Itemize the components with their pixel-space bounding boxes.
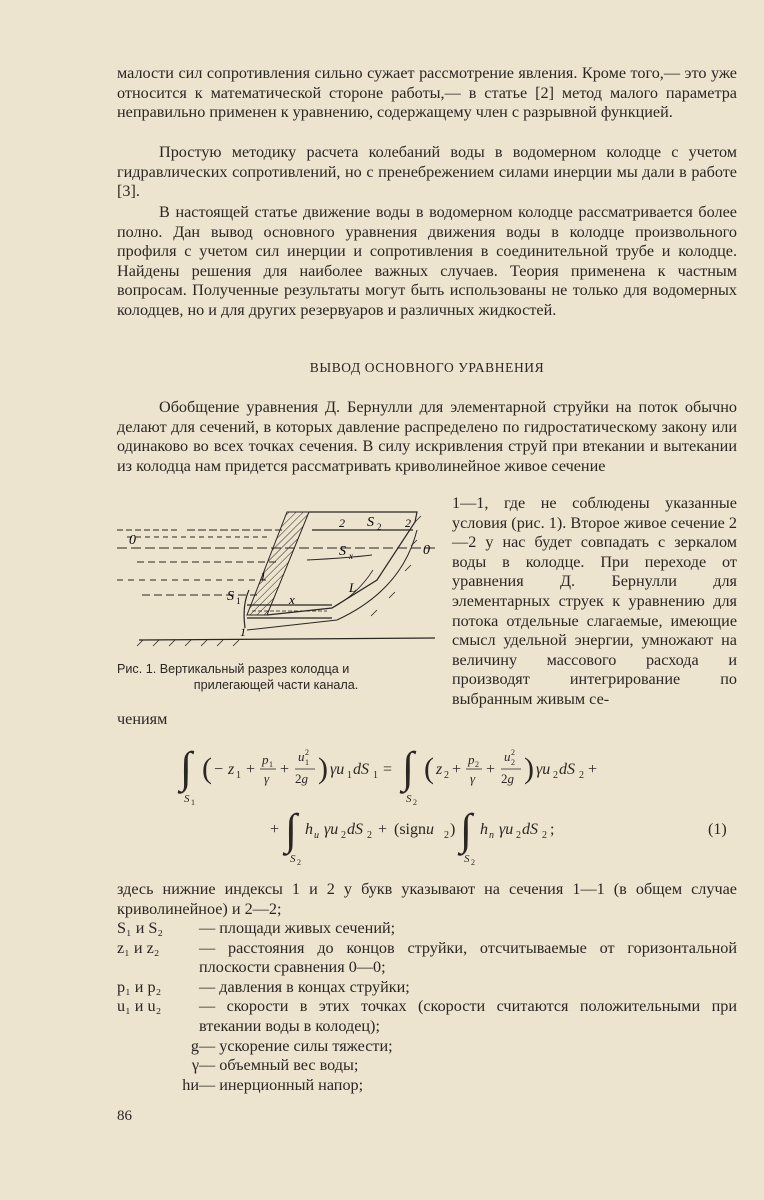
label-sx-sub: x	[349, 551, 353, 561]
svg-text:∫: ∫	[180, 743, 193, 792]
definition-row	[117, 1076, 737, 1096]
svg-text:∫: ∫	[460, 805, 473, 854]
svg-text:(: (	[424, 752, 434, 785]
paragraph-4: Обобщение уравнения Д. Бернулли для элементарной струйки на поток обычно делают для сечений, в которых давление распределено по гидростатическому закону или одинаково во всех точках сечения. В силу искривления струй при втекании и вытекании из колодца нам придется рассматривать криволинейное живое сечение	[117, 398, 737, 475]
svg-text:u: u	[504, 749, 511, 764]
svg-text:и: и	[314, 830, 319, 841]
svg-text:z: z	[436, 761, 443, 778]
svg-text:2: 2	[444, 830, 449, 841]
equation-number: (1)	[708, 821, 727, 838]
label-s2-sub: 2	[377, 522, 382, 532]
definitions-list	[117, 919, 737, 1095]
definition-desc: — скорости в этих точках (скорости считаются положительными при втекании воды в колодец);	[199, 997, 737, 1035]
svg-text:dS: dS	[347, 821, 363, 838]
definition-term: p₁ и p₂	[117, 977, 162, 996]
svg-text:z: z	[228, 761, 235, 778]
definition-desc: — давления в концах струйки;	[199, 977, 410, 996]
svg-text:+: +	[378, 821, 388, 838]
paragraph-1: малости сил сопротивления сильно сужает рассмотрение явления. Кроме того,— это уже относится к математической стороне работы,— в статье [2] метод малого параметра неправильно применен к уравнению, содержащему член с разрывной функцией.	[117, 64, 737, 122]
label-l: L	[349, 580, 357, 595]
svg-text:2: 2	[553, 770, 558, 781]
svg-text:S: S	[464, 853, 470, 865]
svg-text:+: +	[246, 761, 256, 778]
svg-text:h: h	[480, 821, 488, 838]
svg-text:=: =	[383, 761, 393, 778]
definition-row	[117, 978, 737, 998]
svg-text:): )	[450, 821, 456, 838]
ground-line	[139, 638, 435, 640]
svg-text:(: (	[202, 752, 212, 785]
definition-row	[117, 939, 737, 978]
svg-text:+: +	[452, 761, 462, 778]
svg-text:S: S	[184, 793, 190, 805]
svg-text:∫: ∫	[285, 805, 298, 854]
definition-term: u₁ и u₂	[117, 997, 162, 1016]
definition-row	[117, 919, 737, 939]
svg-text:п: п	[489, 830, 494, 841]
svg-text:1: 1	[236, 770, 241, 781]
svg-text:(signu: (signu	[394, 821, 434, 838]
svg-text:+: +	[280, 761, 290, 778]
svg-text:2: 2	[516, 830, 521, 841]
definition-row	[117, 1056, 737, 1076]
svg-text:2: 2	[444, 770, 449, 781]
svg-text:+: +	[588, 761, 598, 778]
svg-text:+: +	[486, 761, 496, 778]
svg-text:2: 2	[511, 748, 515, 757]
svg-text:2: 2	[542, 830, 547, 841]
paragraph-4-tail: чениям	[117, 710, 168, 728]
svg-text:2: 2	[475, 760, 479, 769]
svg-text:1: 1	[347, 770, 352, 781]
definition-desc: — инерционный напор;	[199, 1075, 364, 1094]
definition-term: S₁ и S₂	[117, 919, 164, 937]
label-two-right: 2	[405, 516, 411, 530]
svg-text:2: 2	[471, 858, 475, 867]
paragraph-2: Простую методику расчета колебаний воды в водомерном колодце с учетом гидравлических сопротивлений, но с пренебрежением силами инерции мы дали в работе [3].	[117, 143, 737, 201]
svg-text:γ: γ	[264, 771, 270, 786]
page-number: 86	[117, 1108, 132, 1124]
definition-desc: — площади живых сечений;	[199, 919, 396, 937]
svg-text:−: −	[214, 761, 224, 778]
svg-text:dS: dS	[559, 761, 575, 778]
label-zero-left: 0	[129, 533, 136, 548]
well-wall	[247, 512, 309, 615]
svg-text:1: 1	[269, 760, 273, 769]
label-sx: S	[339, 544, 346, 559]
svg-text:γ: γ	[470, 771, 476, 786]
svg-text:2: 2	[297, 858, 301, 867]
label-s2: S	[367, 515, 374, 530]
svg-text:γu: γu	[324, 821, 339, 838]
label-two-left: 2	[339, 516, 345, 530]
definition-term: z₁ и z₂	[117, 938, 160, 957]
section-1-1	[244, 590, 249, 628]
definition-row	[117, 1037, 737, 1057]
svg-text:): )	[318, 752, 328, 785]
svg-text:dS: dS	[522, 821, 538, 838]
paragraph-4-side: 1—1, где не соблюдены указанные условия (рис. 1). Второе живое сечение 2—2 у нас будет совпадать с зеркалом воды в колодце. При переходе от уравнения Д. Бернулли для элементарных струек к уравнению для потока отдельные слагаемые, имеющие смысл удельной энергии, умножают на величину массового расхода и производят интегрирование по выбранным живым се-	[452, 494, 737, 708]
svg-text:1: 1	[305, 758, 309, 767]
svg-text:γu: γu	[536, 761, 551, 778]
svg-text:γu: γu	[499, 821, 514, 838]
label-s1-sub: 1	[236, 596, 241, 606]
caption-line-2: прилегающей части канала.	[193, 678, 359, 692]
svg-text:2: 2	[579, 770, 584, 781]
label-x: x	[289, 592, 295, 607]
definition-desc: — объемный вес воды;	[199, 1056, 359, 1075]
svg-text:dS: dS	[353, 761, 369, 778]
svg-text:1: 1	[191, 798, 195, 807]
svg-text:u: u	[298, 749, 305, 764]
svg-text:2: 2	[367, 830, 372, 841]
svg-text:∫: ∫	[402, 743, 415, 792]
label-zero-right: 0	[423, 543, 430, 558]
equation-graphic	[170, 730, 700, 870]
definition-term: γ	[191, 1056, 199, 1075]
definition-term: hи	[182, 1075, 199, 1094]
paragraph-3: В настоящей статье движение воды в водомерном колодце рассматривается более полно. Дан вывод основного уравнения движения воды в колодце произвольного профиля с учетом сил инерции и сопротивления в соединительной трубе и колодце. Найдены решения для наиболее важных случаев. Теория применена к частным вопросам. Полученные результаты могут быть использованы не только для водомерных колодцев, но и для других резервуаров и различных жидкостей.	[117, 203, 737, 319]
svg-text:+: +	[270, 821, 280, 838]
svg-text:2: 2	[413, 798, 417, 807]
svg-text:2g: 2g	[295, 771, 308, 786]
figure-1-well-section	[117, 500, 435, 660]
svg-text:2: 2	[305, 748, 309, 757]
definition-desc: — расстояния до концов струйки, отсчитываемые от горизонтальной плоскости сравнения 0—0;	[199, 938, 737, 977]
label-one-top: 1	[260, 569, 266, 583]
definition-term: g	[190, 1036, 199, 1055]
svg-text:2: 2	[511, 758, 515, 767]
svg-text:p: p	[468, 752, 475, 767]
svg-text:S: S	[406, 793, 412, 805]
section-heading: ВЫВОД ОСНОВНОГО УРАВНЕНИЯ	[309, 360, 545, 375]
svg-text:p: p	[262, 752, 269, 767]
well-diagram	[117, 500, 435, 660]
svg-text:1: 1	[373, 770, 378, 781]
svg-text:2: 2	[341, 830, 346, 841]
after-equation-text: здесь нижние индексы 1 и 2 у букв указывают на сечения 1—1 (в общем случае криволинейное) и 2—2;	[117, 880, 737, 918]
definition-row	[117, 997, 737, 1036]
svg-text:S: S	[290, 853, 296, 865]
svg-text:γu: γu	[330, 761, 345, 778]
label-one-bottom: 1	[240, 625, 246, 639]
svg-text:h: h	[305, 821, 313, 838]
label-s1: S	[227, 589, 234, 604]
svg-text:2g: 2g	[501, 771, 514, 786]
svg-text:;: ;	[550, 821, 555, 838]
caption-line-1: Рис. 1. Вертикальный разрез колодца и	[117, 662, 350, 676]
svg-text:): )	[524, 752, 534, 785]
figure-caption	[117, 661, 435, 693]
definition-desc: — ускорение силы тяжести;	[199, 1036, 393, 1055]
